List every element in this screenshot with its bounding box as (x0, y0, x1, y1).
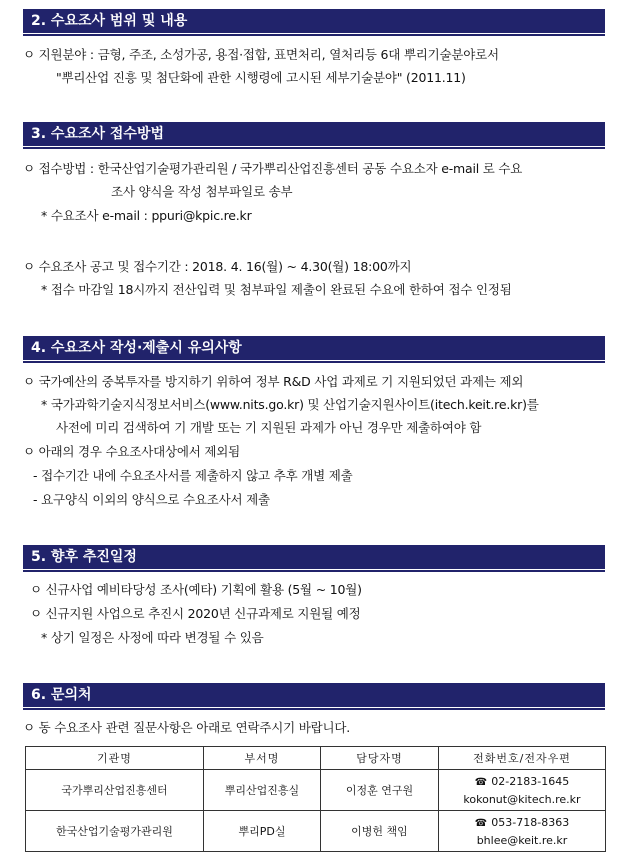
row-contact (439, 770, 606, 811)
row-email[interactable]: bhlee@keit.re.kr (476, 833, 568, 847)
row-email[interactable]: kokonut@kitech.re.kr (463, 792, 581, 806)
row-person: 이병헌 책임 (321, 811, 439, 852)
section-title-submission: 3. 수요조사 접수방법 (23, 122, 605, 146)
row-org: 한국산업기술평가관리원 (26, 811, 204, 852)
scope-item-line2: "뿌리산업 진흥 및 첨단화에 관한 시행령에 고시된 세부기술분야" (2011.11) (56, 70, 466, 85)
header-contact: 전화번호/전자우편 (439, 747, 606, 770)
row-dept: 뿌리산업진흥실 (204, 770, 321, 811)
notes-item1-note-line2: 사전에 미리 검색하여 기 개발 또는 기 지원된 과제가 아닌 경우만 제출하여야 함 (56, 420, 482, 435)
row-phone: 02-2183-1645 (491, 774, 570, 788)
notes-item1: ㅇ 국가예산의 중복투자를 방지하기 위하여 정부 R&D 사업 과제로 기 지원되었던 과제는 제외 (23, 374, 524, 389)
contact-table (25, 746, 606, 852)
row-phone: 053-718-8363 (491, 815, 570, 829)
section-title-contact: 6. 문의처 (23, 683, 605, 707)
row-person: 이정훈 연구원 (321, 770, 439, 811)
row-org: 국가뿌리산업진흥센터 (26, 770, 204, 811)
notes-exclusion-1: - 접수기간 내에 수요조사서를 제출하지 않고 추후 개별 제출 (33, 468, 353, 483)
schedule-item2: ㅇ 신규지원 사업으로 추진시 2020년 신규과제로 지원될 예정 (30, 606, 361, 621)
notes-item2: ㅇ 아래의 경우 수요조사대상에서 제외됨 (23, 444, 240, 459)
header-org: 기관명 (26, 747, 204, 770)
section-title-notes: 4. 수요조사 작성·제출시 유의사항 (23, 336, 605, 360)
schedule-item1: ㅇ 신규사업 예비타당성 조사(예타) 기획에 활용 (5월 ~ 10월) (30, 582, 362, 597)
submission-method-line1: ㅇ 접수방법 : 한국산업기술평가관리원 / 국가뿌리산업진흥센터 공동 수요소자 e-mail 로 수요 (23, 161, 523, 176)
contact-intro: ㅇ 동 수요조사 관련 질문사항은 아래로 연락주시기 바랍니다. (23, 720, 351, 735)
submission-method-line2: 조사 양식을 작성 첨부파일로 송부 (111, 184, 293, 199)
table-row (26, 770, 606, 811)
submission-period-note: * 접수 마감일 18시까지 전산입력 및 첨부파일 제출이 완료된 수요에 한하여 접수 인정됨 (41, 282, 512, 297)
section-title-schedule: 5. 향후 추진일정 (23, 545, 605, 569)
header-dept: 부서명 (204, 747, 321, 770)
scope-item-line1: ㅇ 지원분야 : 금형, 주조, 소성가공, 용접·접합, 표면처리, 열처리등 6대 뿌리기술분야로서 (23, 47, 499, 62)
row-contact (439, 811, 606, 852)
phone-icon: ☎ (474, 817, 488, 829)
notes-item1-note-line1: * 국가과학기술지식정보서비스(www.nits.go.kr) 및 산업기술지원사이트(itech.keit.re.kr)를 (41, 397, 539, 412)
schedule-note: * 상기 일정은 사정에 따라 변경될 수 있음 (41, 630, 264, 645)
table-row (26, 811, 606, 852)
submission-period: ㅇ 수요조사 공고 및 접수기간 : 2018. 4. 16(월) ~ 4.30(월) 18:00까지 (23, 259, 412, 274)
notes-exclusion-2: - 요구양식 이외의 양식으로 수요조사서 제출 (33, 492, 270, 507)
phone-icon: ☎ (474, 776, 488, 788)
header-person: 담당자명 (321, 747, 439, 770)
submission-email: * 수요조사 e-mail : ppuri@kpic.re.kr (41, 208, 252, 223)
row-dept: 뿌리PD실 (204, 811, 321, 852)
section-title-scope: 2. 수요조사 범위 및 내용 (23, 9, 605, 33)
contact-table-header (26, 747, 606, 770)
